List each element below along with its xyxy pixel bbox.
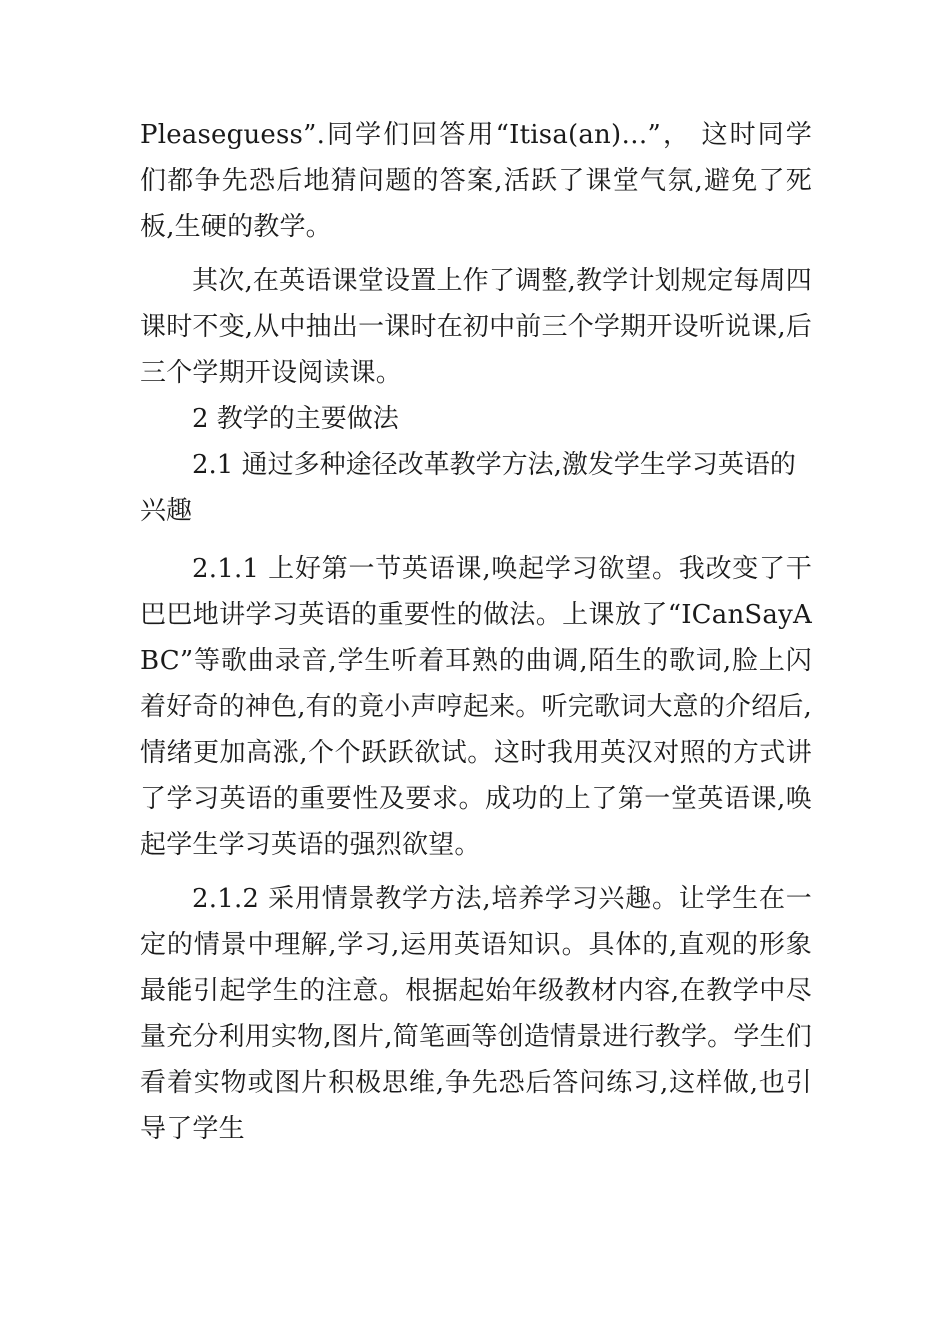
paragraph-2-1-1: 2.1.1 上好第一节英语课,唤起学习欲望。我改变了干巴巴地讲学习英语的重要性的做法。上课放了“ICanSayABC”等歌曲录音,学生听着耳熟的曲调,陌生的歌词,脸上闪着好奇的神色,有的竟小声哼起来。听完歌词大意的介绍后,情绪更加高涨,个个跃跃欲试。这时我用英汉对照的方式讲了学习英语的重要性及要求。成功的上了第一堂英语课,唤起学生学习英语的强烈欲望。 (140, 554, 812, 860)
document-page (140, 112, 812, 1152)
section-heading-2: 2 教学的主要做法 (192, 404, 399, 434)
paragraph-course-setup: 其次,在英语课堂设置上作了调整,教学计划规定每周四课时不变,从中抽出一课时在初中前三个学期开设听说课,后三个学期开设阅读课。 (140, 266, 812, 388)
section-heading-2-1: 2.1 通过多种途径改革教学方法,激发学生学习英语的兴趣 (140, 450, 796, 526)
paragraph-continuation: Pleaseguess”.同学们回答用“Itisa(an)…”， 这时同学们都争先恐后地猜问题的答案,活跃了课堂气氛,避免了死板,生硬的教学。 (140, 120, 812, 242)
paragraph-2-1-2: 2.1.2 采用情景教学方法,培养学习兴趣。让学生在一定的情景中理解,学习,运用英语知识。具体的,直观的形象最能引起学生的注意。根据起始年级教材内容,在教学中尽量充分利用实物,图片,简笔画等创造情景进行教学。学生们看着实物或图片积极思维,争先恐后答问练习,这样做,也引导了学生 (140, 884, 812, 1144)
